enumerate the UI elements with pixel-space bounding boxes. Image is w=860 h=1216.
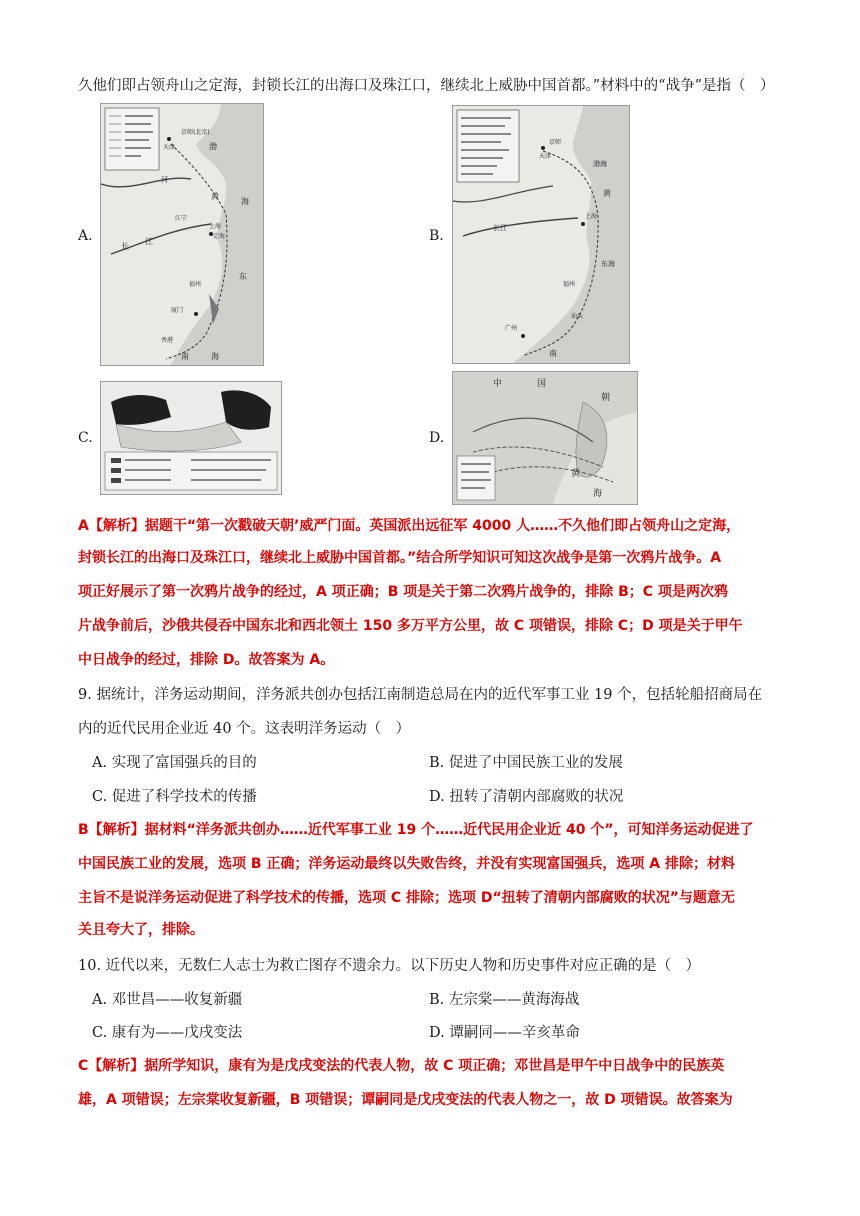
map-b-label-guangzhou: 广州 (505, 325, 518, 332)
map-a-label-huang: 黄 (211, 192, 219, 201)
map-a-label-hai: 海 (241, 197, 249, 206)
question-9-stem-line-2: 内的近代民用企业近 40 个。这表明洋务运动（ ） (78, 721, 411, 737)
map-a-label-jiang: 江 (145, 237, 153, 246)
map-d-label-zhong: 中 (493, 379, 503, 389)
question-10-option-b[interactable]: B. 左宗棠——黄海海战 (429, 992, 580, 1008)
map-b-label-huang: 黄 (603, 189, 611, 198)
map-d-label-chao: 朝 (601, 393, 611, 403)
analysis-10-line-1: C【解析】据所学知识，康有为是戊戌变法的代表人物，故 C 项正确；邓世昌是甲午中日战争中的民族英 (78, 1058, 725, 1074)
analysis-9-line-4: 关且夸大了，排除。 (78, 922, 204, 938)
option-c-label: C. (78, 430, 93, 446)
map-d-sino-japanese-war (452, 371, 638, 505)
option-d-label: D. (429, 430, 445, 446)
analysis-8-line-2: 封锁长江的出海口及珠江口，继续北上威胁中国首都。”结合所学知识可知这次战争是第一次鸦片战争。A (78, 550, 722, 566)
map-a-label-xiamen: 厦门 (171, 307, 184, 314)
map-a-label-hai2: 海 (211, 352, 219, 361)
analysis-9-line-3: 主旨不是说洋务运动促进了科学技术的传播，选项 C 排除；选项 D“扭转了清朝内部腐败的状况”与题意无 (78, 890, 735, 906)
map-a-label-capital: 京师(北京) (181, 129, 210, 136)
question-10-option-c[interactable]: C. 康有为——戊戌变法 (92, 1025, 243, 1041)
analysis-8-line-3: 项正好展示了第一次鸦片战争的经过，A 项正确；B 项是关于第二次鸦片战争的，排除 B；C 项是两次鸦 (78, 584, 728, 600)
map-a-label-hongkong: 香港 (161, 337, 174, 344)
map-a-label-shanghai: 上海 (209, 223, 222, 230)
map-b-label-donghai: 东海 (601, 260, 615, 268)
analysis-8-line-5: 中日战争的经过，排除 D。故答案为 A。 (78, 652, 335, 668)
map-b-opium-war-2 (452, 105, 630, 364)
map-a-label-bo: 渤 (209, 142, 217, 151)
map-a-label-tianjin: 天津 (163, 144, 176, 151)
map-a-label-nan: 南 (181, 352, 189, 361)
map-d-label-hai: 海 (593, 489, 603, 499)
question-9-option-b[interactable]: B. 促进了中国民族工业的发展 (429, 755, 623, 771)
map-a-label-jiangning: 江宁 (175, 215, 188, 222)
map-a-label-dinghai: 定海 (213, 233, 226, 240)
analysis-10-line-2: 雄，A 项错误；左宗棠收复新疆，B 项错误；谭嗣同是戊戌变法的代表人物之一，故 D 项错误。故答案为 (78, 1092, 733, 1108)
option-a-label: A. (78, 228, 93, 244)
map-b-label-tianjin: 天津 (539, 153, 552, 160)
question-9-stem-line-1: 9. 据统计，洋务运动期间，洋务派共创办包括江南制造总局在内的近代军事工业 19 个，包括轮船招商局在 (78, 687, 763, 703)
map-b-label-changjiang: 长江 (493, 224, 507, 232)
analysis-9-line-1: B【解析】据材料“洋务派共创办……近代军事工业 19 个……近代民用企业近 40 个”，可知洋务运动促进了 (78, 822, 754, 838)
question-10-option-d[interactable]: D. 谭嗣同——辛亥革命 (429, 1025, 580, 1041)
question-10-stem: 10. 近代以来，无数仁人志士为救亡图存不遗余力。以下历史人物和历史事件对应正确的是（ ） (78, 958, 701, 974)
map-a-label-fuzhou: 福州 (189, 281, 202, 288)
map-a-label-dong: 东 (239, 272, 247, 281)
map-d-label-guo: 国 (537, 379, 547, 389)
map-b-label-shantou: 汕头 (571, 313, 584, 320)
map-b-label-bohai: 渤海 (593, 160, 607, 168)
map-b-label-nan: 南 (549, 349, 557, 358)
option-b-label: B. (429, 228, 444, 244)
map-a-label-chang: 长 (121, 242, 129, 251)
analysis-8-line-1: A【解析】据题干“第一次戳破天朝’威严门面。英国派出远征军 4000 人……不久他们即占领舟山之定海， (78, 518, 741, 534)
analysis-9-line-2: 中国民族工业的发展，选项 B 正确；洋务运动最终以失败告终，并没有实现富国强兵，选项 A 排除；材料 (78, 856, 735, 872)
map-b-label-fuzhou: 福州 (563, 281, 576, 288)
map-b-label-capital: 京师 (549, 139, 562, 146)
question-9-option-a[interactable]: A. 实现了富国强兵的目的 (92, 755, 257, 771)
map-d-label-huang: 黄 (571, 469, 581, 479)
question-9-option-d[interactable]: D. 扭转了清朝内部腐败的状况 (429, 789, 624, 805)
map-b-label-shanghai: 上海 (585, 213, 598, 220)
question-10-option-a[interactable]: A. 邓世昌——收复新疆 (92, 992, 243, 1008)
question-8-stem-end: 久他们即占领舟山之定海，封锁长江的出海口及珠江口，继续北上威胁中国首都。”材料中的“战争”是指（ ） (78, 78, 775, 94)
map-a-opium-war-1 (100, 103, 264, 366)
map-a-label-river: 河 (161, 176, 168, 184)
analysis-8-line-4: 片战争前后，沙俄共侵吞中国东北和西北领土 150 多万平方公里，故 C 项错误，排除 C；D 项是关于甲午 (78, 618, 743, 634)
question-9-option-c[interactable]: C. 促进了科学技术的传播 (92, 789, 257, 805)
map-c-russian-annexation (100, 381, 282, 495)
